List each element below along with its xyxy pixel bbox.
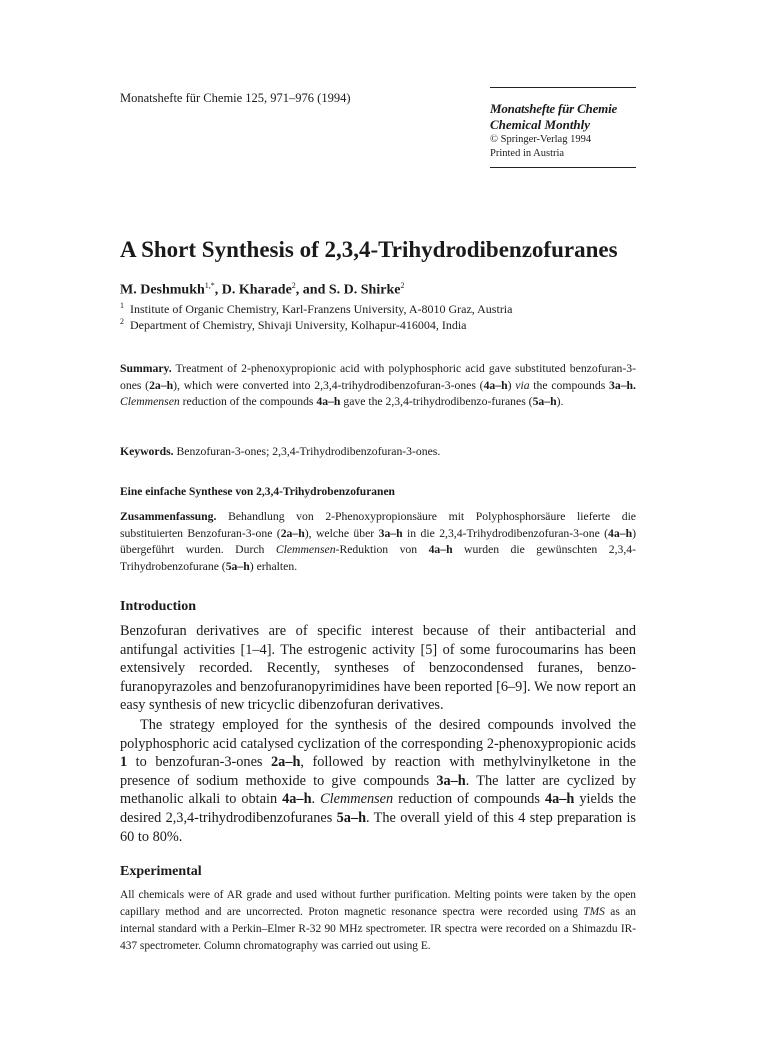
masthead-bottom-rule (490, 167, 636, 168)
author-and: , and (295, 282, 329, 298)
german-title: Eine einfache Synthese von 2,3,4-Trihydrobenzofuranen (120, 486, 395, 498)
journal-citation: Monatshefte für Chemie 125, 971–976 (1994) (120, 91, 351, 105)
introduction-paragraph-1: Benzofuran derivatives are of specific interest because of their antibacterial and antifungal activities [1–4]. The estrogenic activity [5] of some furocoumarins has been extensively recorded. Recently, syntheses of benzocondensed furanes, benzo-furanopyrazoles and benzofuranopyrimidines have been reported [6–9]. We now report an easy synthesis of new tricyclic dibenzofuran derivatives. (120, 623, 636, 714)
journal-masthead (490, 87, 636, 168)
text-span: , followed by reaction with methylvinylketone in the presence of sodium methoxide to give compounds (120, 754, 636, 789)
keywords-label: Keywords. (120, 445, 174, 458)
text-span: ) (507, 378, 516, 392)
text-span: Behandlung von 2-Phenoxypropionsäure mit Polyphosphorsäure lieferte die substituierten Benzofuran-3-one ( (120, 510, 636, 540)
italic-term: Clemmensen (275, 543, 336, 556)
masthead-title-de: Monatshefte für Chemie (490, 101, 618, 116)
compound-ref: 4a–h (428, 543, 453, 556)
zusammenfassung-label: Zusammenfassung. (120, 510, 217, 523)
text-span: ) übergeführt wurden. Durch (120, 526, 636, 556)
author-list (120, 281, 404, 299)
compound-ref: 4a–h (608, 526, 633, 540)
italic-term: Clemmensen (320, 791, 394, 808)
experimental-paragraph (120, 887, 636, 955)
compound-ref: 4a–h (282, 791, 312, 808)
text-span: yields the desired 2,3,4-trihydrodibenzofuranes (120, 791, 636, 826)
text-span: the compounds (529, 378, 609, 392)
author-2-mark: 2 (291, 281, 296, 290)
compound-ref: 4a–h (483, 378, 508, 392)
keywords-text: Benzofuran-3-ones; 2,3,4-Trihydrodibenzofuran-3-ones. (173, 445, 441, 458)
italic-term: Clemmensen (120, 395, 180, 408)
text-span: Treatment of 2-phenoxypropionic acid with polyphosphoric acid gave substituted benzofuran-3-ones ( (120, 362, 636, 392)
masthead-printed: Printed in Austria (490, 148, 565, 159)
text-span: to benzofuran-3-ones (127, 754, 272, 771)
author-1-mark: 1,* (204, 281, 215, 290)
author-2: D. Kharade (221, 282, 292, 298)
compound-ref: 1 (120, 754, 128, 771)
italic-term: via (515, 378, 530, 392)
text-span: -Reduktion von (335, 543, 429, 556)
author-1: M. Deshmukh (120, 282, 205, 298)
text-span: in die 2,3,4-Trihydrodibenzofuran-3-one ( (402, 526, 609, 540)
masthead-top-rule (490, 87, 636, 88)
text-span: The strategy employed for the synthesis of the desired compounds involved the polyphosphoric acid catalysed cyclization of the corresponding 2-phenoxypropionic acids (120, 717, 636, 752)
affiliation-2-num: 2 (120, 317, 124, 326)
compound-ref: 3a–h (378, 526, 403, 540)
masthead-title-en: Chemical Monthly (490, 117, 591, 132)
text-span: reduction of the compounds (179, 395, 317, 408)
text-span: All chemicals were of AR grade and used without further purification. Melting points were taken by the open capillary method and are uncorrected. Proton magnetic resonance spectra were recorded using (120, 889, 636, 918)
text-span: ) erhalten. (249, 559, 298, 573)
affiliation-2 (120, 314, 466, 333)
affiliation-1-text: Institute of Organic Chemistry, Karl-Franzens University, A-8010 Graz, Austria (130, 302, 513, 316)
compound-ref: 2a–h (149, 378, 174, 392)
introduction-heading: Introduction (120, 599, 196, 614)
masthead-copyright: © Springer-Verlag 1994 (490, 134, 592, 145)
compound-ref: 5a–h (336, 809, 367, 826)
compound-ref: 2a–h (271, 754, 301, 771)
text-span: reduction of compounds (393, 791, 545, 808)
keywords-paragraph (120, 444, 636, 461)
text-span: gave the 2,3,4-trihydrodibenzo-furanes ( (340, 395, 533, 408)
text-span: ). (556, 395, 564, 408)
author-separator: , (214, 282, 222, 298)
paper-title: A Short Synthesis of 2,3,4-Trihydrodibenzofuranes (120, 237, 618, 262)
compound-ref: 4a–h (316, 395, 341, 408)
compound-ref: 5a–h (532, 395, 557, 408)
author-3-mark: 2 (400, 281, 405, 290)
experimental-heading: Experimental (120, 864, 202, 879)
italic-term: TMS (583, 906, 605, 918)
affiliation-1-num: 1 (120, 301, 124, 310)
author-3: S. D. Shirke (328, 282, 401, 298)
compound-ref: 2a–h (280, 526, 305, 540)
zusammenfassung-paragraph (120, 509, 636, 575)
compound-ref: 5a–h (225, 559, 250, 573)
text-span: . The overall yield of this 4 step preparation is 60 to 80%. (120, 809, 636, 845)
compound-ref: 3a–h (436, 772, 466, 789)
text-span: ), which were converted into 2,3,4-trihydrodibenzofuran-3-ones ( (173, 378, 484, 392)
text-span: wurden die gewünschten 2,3,4-Trihydrobenzofurane ( (120, 543, 636, 573)
summary-label: Summary. (120, 362, 172, 375)
text-span: ), welche über (304, 526, 379, 540)
text-span: . The latter are cyclized by methanolic alkali to obtain (120, 772, 637, 808)
summary-paragraph (120, 361, 636, 411)
compound-ref: 3a–h. (609, 378, 636, 392)
introduction-paragraph-2 (120, 716, 636, 846)
affiliation-2-text: Department of Chemistry, Shivaji University, Kolhapur-416004, India (130, 318, 467, 332)
text-span: as an internal standard with a Perkin–Elmer R-32 90 MHz spectrometer. IR spectra were recorded on a Shimazdu IR-437 spectrometer. Column chromatography was carried out using E. (120, 906, 636, 952)
text-span: . (311, 791, 321, 808)
compound-ref: 4a–h (544, 791, 575, 808)
